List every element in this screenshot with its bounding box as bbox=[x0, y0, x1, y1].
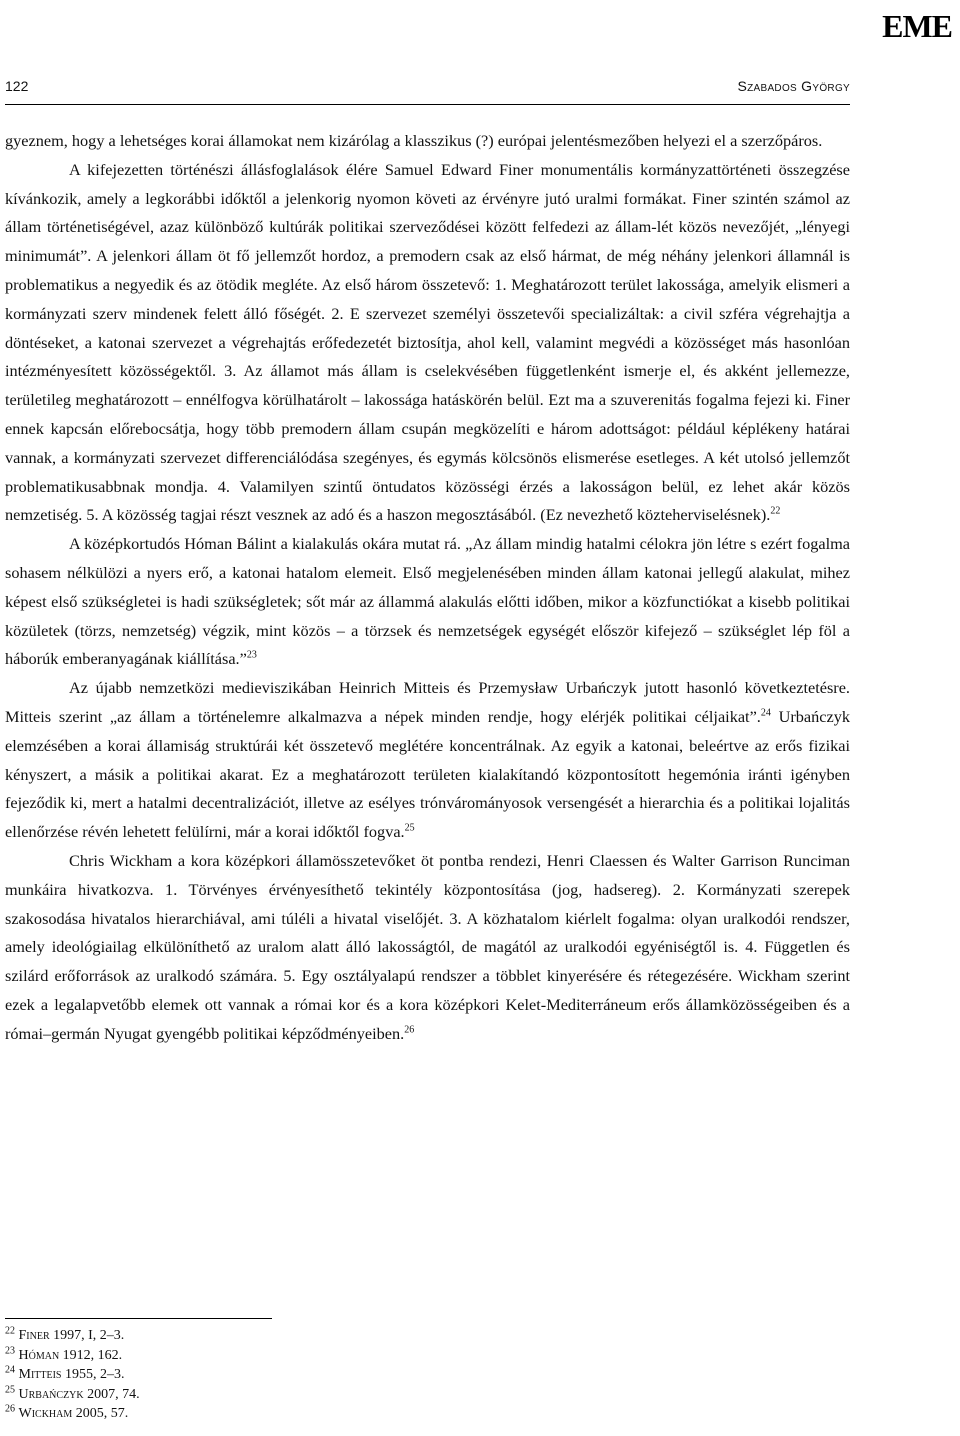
footnote-author: Hóman bbox=[18, 1347, 60, 1363]
footnote-number: 22 bbox=[5, 1325, 15, 1337]
footnote-ref[interactable]: 25 bbox=[404, 822, 415, 834]
running-head-author: Szabados György bbox=[737, 78, 850, 94]
page-number: 122 bbox=[5, 78, 29, 94]
paragraph-4 bbox=[5, 674, 850, 847]
paragraph-3 bbox=[5, 530, 850, 674]
footnote-26 bbox=[5, 1404, 605, 1424]
footnote-citation: 1955, 2–3. bbox=[61, 1367, 125, 1382]
paragraph-text: gyeznem, hogy a lehetséges korai államokat nem kizárólag a klasszikus (?) európai jelentésmezőben helyezi el a szerzőpáros. bbox=[5, 131, 823, 150]
footnote-ref[interactable]: 23 bbox=[246, 649, 257, 661]
footnote-citation: 2005, 57. bbox=[72, 1406, 129, 1421]
body-text bbox=[5, 127, 850, 1049]
paragraph-text: A kifejezetten történészi állásfoglalások élére Samuel Edward Finer monumentális kormányzattörténeti összegzése kívánkozik, amely a legkorábbi időktől a jelenkorig nyomon követi az érvényre jutó uralmi formákat. Finer szintén számol az állam történetiségével, azaz különböző kultúrák politikai szerveződései között felfedezi az állam-lét közös nevezőjét, „lényegi minimumát”. A jelenkori állam öt fő jellemzőt hordoz, a premodern csak az első hármat, de még néhány jelenkori államnál is problematikus a negyedik és az ötödik megléte. Az első három összetevő: 1. Meghatározott terület lakossága, amelyik elismeri a kormányzati szerv mindenek felett álló főségét. 2. E szervezet személyi összetevői specializáltak: a civil szféra végrehajtja a döntéseket, a katonai szervezet a végrehajtás erőfedezetét biztosítja, ahol kell, valamint megvédi a közösséget más hasonlóan intézményesített közösségektől. 3. Az államot más állam is cselekvésében függetlenként ismerje el, és akként jellemezze, területileg meghatározott – ennélfogva körülhatárolt – lakossága hatáskörén belül. Ezt ma a szuverenitás fogalma fejezi ki. Finer ennek kapcsán előrebocsátja, hogy több premodern állam csupán megközelíti e három adottságot: például képlékeny határai vannak, a kormányzati szervezet differenciálódása szegényes, és egymás kölcsönös elismerése esetleges. A két utolsó jellemzőt problematikusabbnak mondja. 4. Valamilyen szintű öntudatos közösségi érzés a lakosságon belül, ez lehet akár közös nemzetiség. 5. A közösség tagjai részt vesznek az adó és a haszon megosztásából. (Ez nevezhető közteherviselésnek). bbox=[5, 159, 850, 525]
footnote-author: Urbańczyk bbox=[18, 1386, 84, 1402]
footnote-ref[interactable]: 22 bbox=[770, 505, 781, 517]
footnote-author: Wickham bbox=[18, 1406, 73, 1421]
paragraph-5 bbox=[5, 847, 850, 1049]
paragraph-text: A középkortudós Hóman Bálint a kialakulás okára mutat rá. „Az állam mindig hatalmi célokra jön létre s ezért fogalma sohasem nélkülözi a nyers erő, a katonai hatalom elemeit. Első megjelenésében minden állam katonai jellegű alakulat, mihez képest első szükségletei is hadi szükségletek; sőt már az állammá alakulás előtti időben, mikor a közfunctiókat a kisebb politikai közületek (törzs, nemzetség) végzik, mint közös – a törzsek és nemzetségek egységét először kifejező – szükséglet lép föl a háborúk emberanyagának kiállítása.” bbox=[5, 534, 850, 669]
publisher-logo: EME bbox=[882, 8, 952, 44]
footnote-ref[interactable]: 26 bbox=[404, 1024, 415, 1036]
paragraph-text: Az újabb nemzetközi medieviszikában Heinrich Mitteis és Przemysław Urbańczyk jutott hasonló következtetésre. Mitteis szerint „az állam a történelemre alkalmazva a népek minden rendje, hogy elérjék politikai céljaikat”. bbox=[5, 678, 850, 726]
footnote-22 bbox=[5, 1326, 605, 1346]
footnote-citation: 1912, 162. bbox=[59, 1347, 123, 1363]
footnote-author: Mitteis bbox=[18, 1367, 62, 1382]
footnote-23 bbox=[5, 1346, 605, 1366]
footnote-24 bbox=[5, 1365, 605, 1385]
footnote-ref[interactable]: 24 bbox=[760, 707, 771, 719]
footnotes bbox=[5, 1326, 605, 1424]
footnote-number: 24 bbox=[5, 1364, 15, 1376]
paragraph-text: Urbańczyk elemzésében a korai államiság struktúrái két összetevő meglétére koncentrálnak. Az egyik a katonai, beleértve az erős fizikai kényszert, a másik a politikai akarat. Ez a meghatározott területen kialakítandó központosított hegemónia iránti igényben fejeződik ki, mert a hatalmi decentralizációt, illetve az esélyes trónvárományosok versengését a hierarchia és a politikai lojalitás ellenőrzése révén lehetett felülírni, már a korai időktől fogva. bbox=[5, 706, 851, 842]
footnote-number: 23 bbox=[5, 1344, 15, 1356]
footnote-separator bbox=[5, 1318, 272, 1319]
paragraph-2 bbox=[5, 156, 850, 530]
footnote-citation: 2007, 74. bbox=[83, 1386, 140, 1402]
footnote-citation: 1997, I, 2–3. bbox=[49, 1328, 125, 1343]
footnote-author: Finer bbox=[18, 1328, 50, 1343]
header-rule bbox=[5, 104, 850, 105]
paragraph-1 bbox=[5, 127, 850, 156]
footnote-number: 25 bbox=[5, 1383, 15, 1395]
footnote-number: 26 bbox=[5, 1403, 15, 1415]
paragraph-text: Chris Wickham a kora középkori államösszetevőket öt pontba rendezi, Henri Claessen és Walter Garrison Runciman munkáira hivatkozva. 1. Törvényes érvényesíthető tekintély központosítása (jog, hadsereg). 2. Kormányzati szerepek szakosodása hivatalos hierarchiával, ami túléli a hivatal viselőjét. 3. A közhatalom kiérlelt fogalma: olyan uralkodói rendszer, amely ideológiailag elkülöníthető az uralom alatt álló lakosságtól, de magától az uralkodói egyéniségtől is. 4. Független és szilárd erőforrások az uralkodó számára. 5. Egy osztályalapú rendszer a többlet kinyerésére és rétegezésére. Wickham szerint ezek a legalapvetőbb elemek ott vannak a római kor és a kora középkori Kelet-Mediterráneum erős államközösségeiben és a római–germán Nyugat gyengébb politikai képződményeiben. bbox=[5, 850, 850, 1043]
footnote-25 bbox=[5, 1385, 605, 1405]
